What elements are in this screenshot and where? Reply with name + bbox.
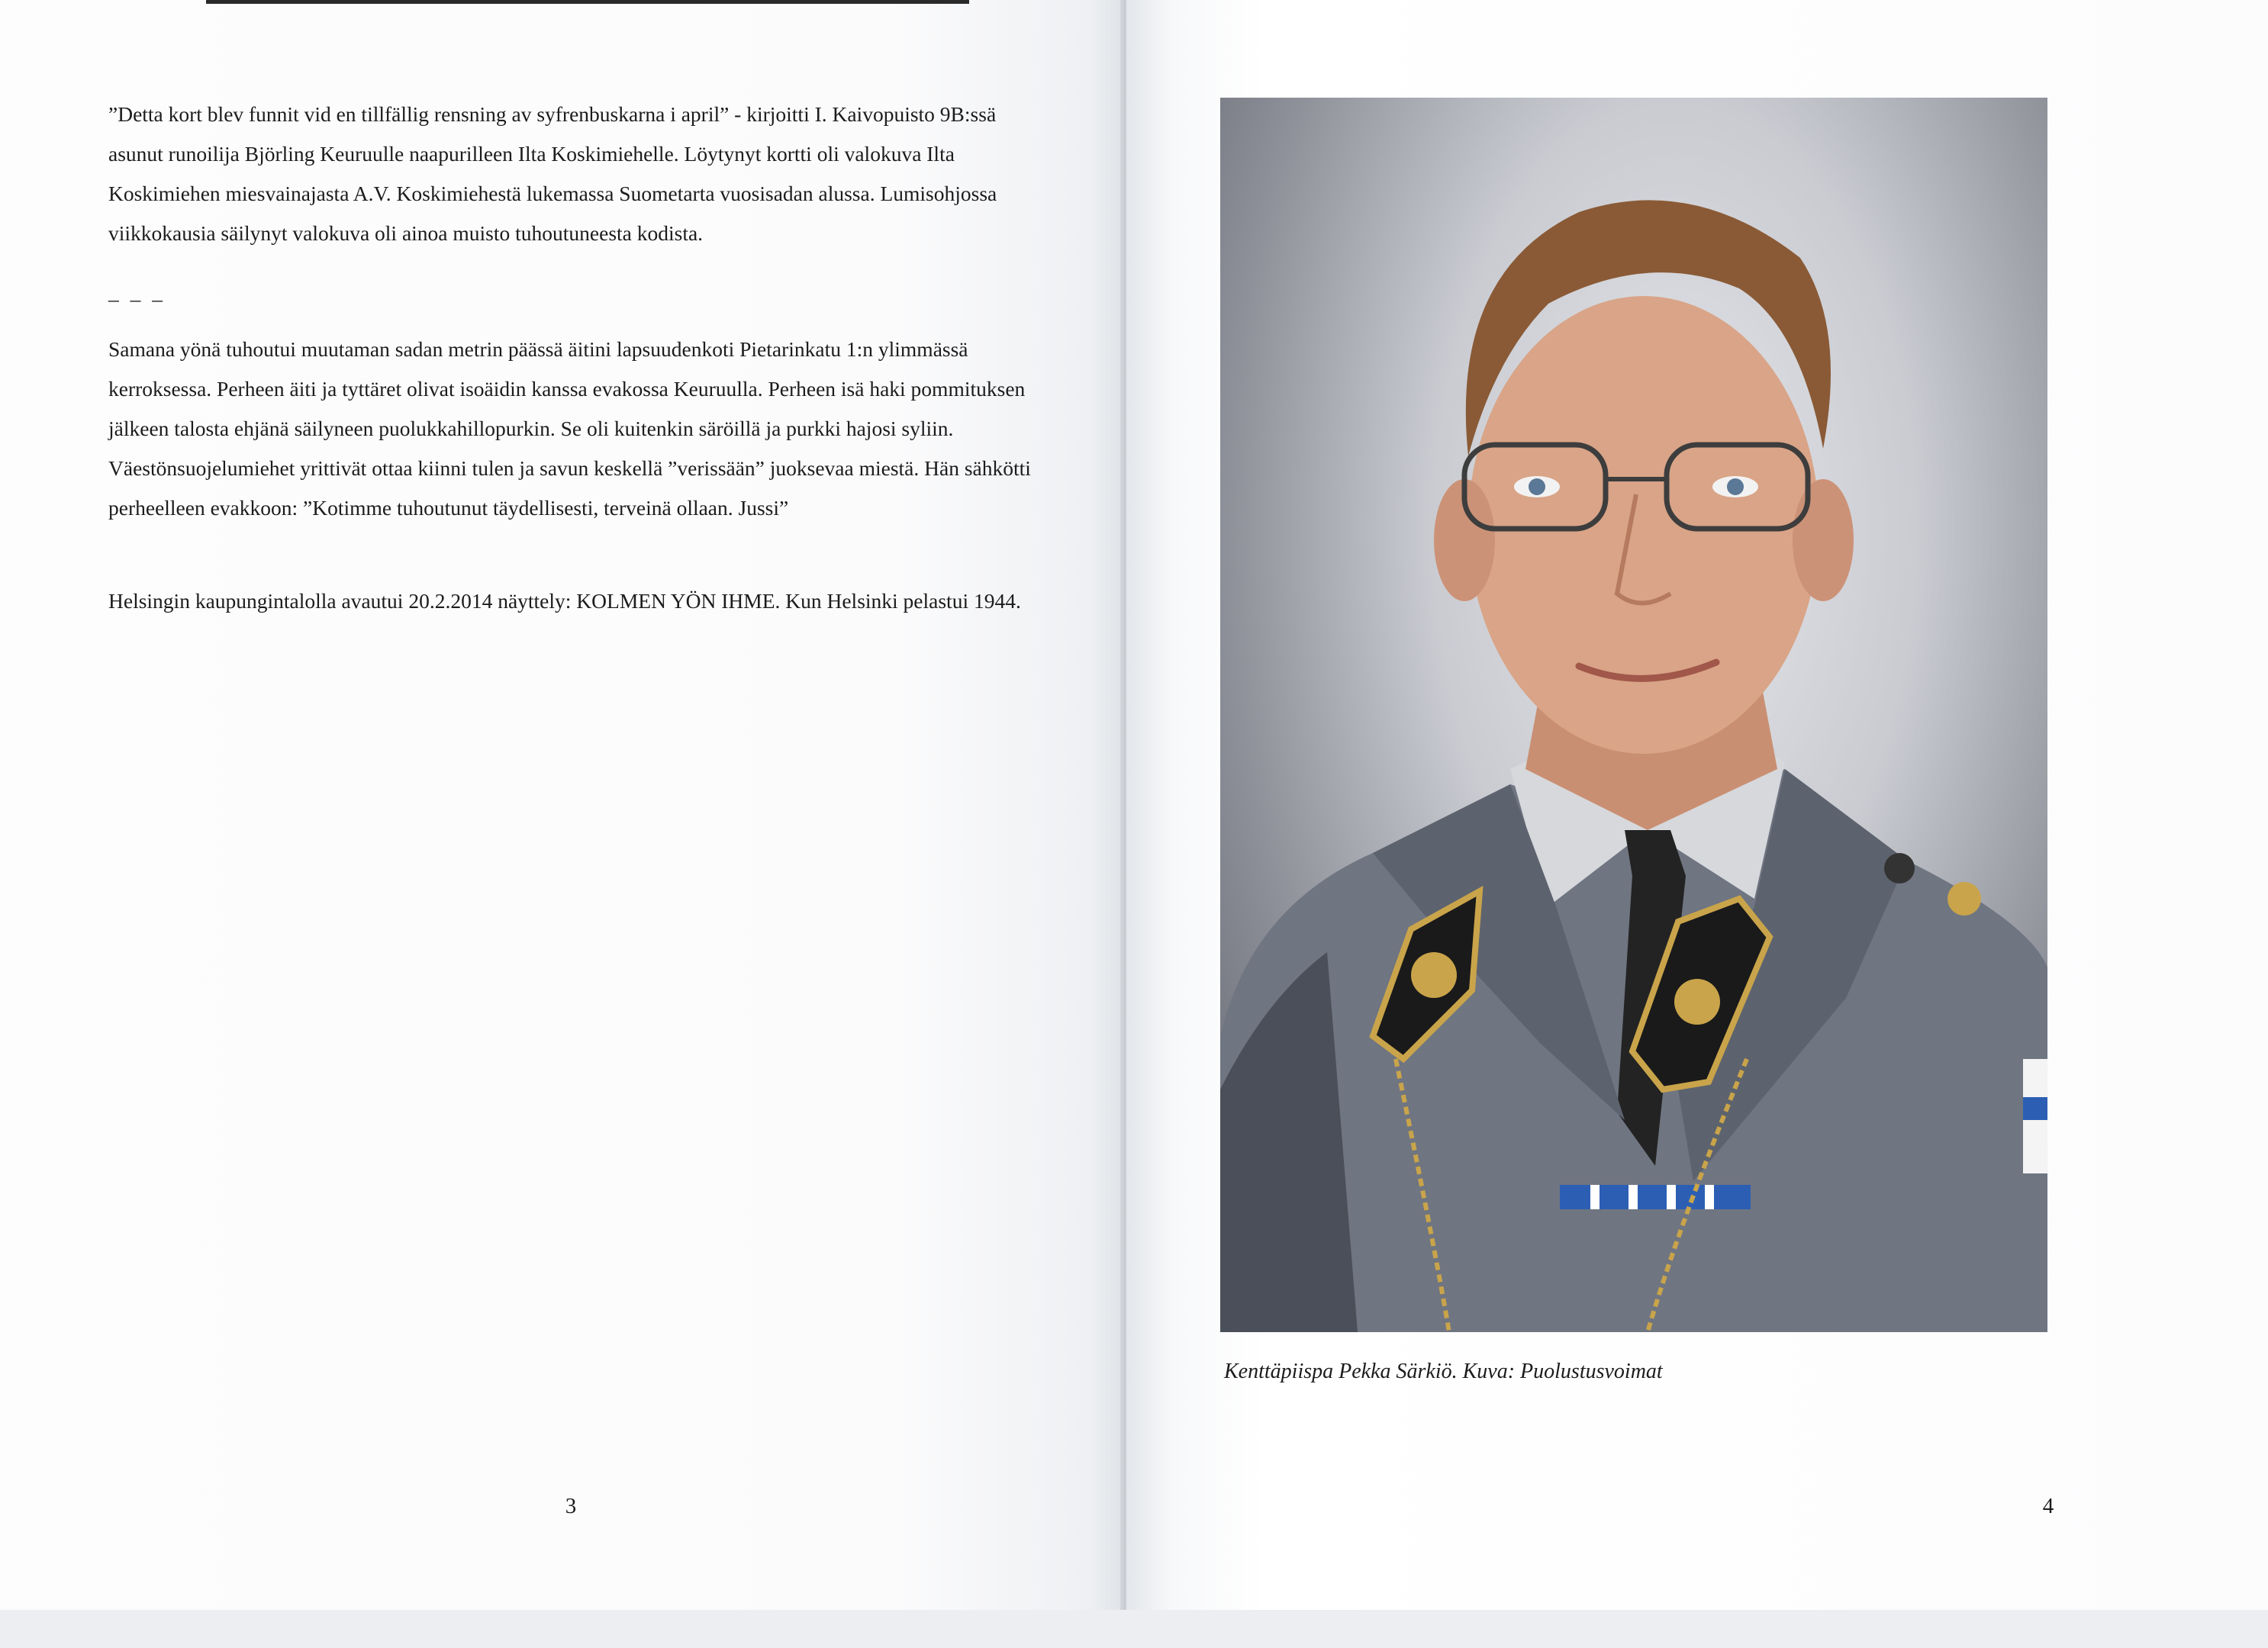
paragraph-3-text: Helsingin kaupungintalolla avautui 20.2.2014 näyttely: KOLMEN YÖN IHME. Kun Helsinki pelastui 1944. (108, 589, 1021, 613)
face (1468, 296, 1819, 754)
left-iris (1529, 478, 1545, 495)
shoulder-button (1884, 853, 1915, 884)
portrait-photo (1220, 98, 2047, 1332)
paragraph-1 (108, 95, 1047, 253)
ribbon-stripe (1705, 1185, 1714, 1209)
shoulder-star (1947, 882, 1981, 916)
paragraph-3 (108, 581, 1047, 621)
photo-caption: Kenttäpiispa Pekka Särkiö. Kuva: Puolustusvoimat (1224, 1360, 1663, 1383)
left-page (0, 0, 1123, 1610)
left-collar-emblem (1411, 952, 1457, 998)
paragraph-1-text: ”Detta kort blev funnit vid en tillfällig rensning av syfrenbuskarna i april” - kirjoitti I. Kaivopuisto 9B:ssä asunut runoilija Björling Keuruulle naapurilleen Ilta Koskimiehelle. Löytynyt kortti oli valokuva Ilta Koskimiehen miesvainajasta A.V. Koskimiehestä lukemassa Suometarta vuosisadan alussa. Lumisohjossa viikkokausia säilynyt valokuva oli ainoa muisto tuhoutuneesta kodista. (108, 102, 997, 245)
right-ear (1793, 479, 1854, 601)
paragraph-2-text: Samana yönä tuhoutui muutaman sadan metrin päässä äitini lapsuudenkoti Pietarinkatu 1:n ylimmässä kerroksessa. Perheen äiti ja tyttäret olivat isoäidin kanssa evakossa Keuruulla. Perheen isä haki pommituksen jälkeen talosta ehjänä säilyneen puolukkahillopurkin. Se oli kuitenkin säröillä ja purkki hajosi syliin. Väestönsuojelumiehet yrittivät ottaa kiinni tulen ja savun keskellä ”verissään” juoksevaa miestä. Hän sähkötti perheelleen evakkoon: ”Kotimme tuhoutunut täydellisesti, terveinä ollaan. Jussi” (108, 337, 1031, 520)
flag-cross (2023, 1097, 2047, 1120)
ribbon-stripe (1629, 1185, 1638, 1209)
right-collar-emblem (1674, 979, 1720, 1025)
right-iris (1727, 478, 1744, 495)
scan-bottom-edge (0, 1610, 2268, 1648)
page-number-left: 3 (565, 1494, 577, 1518)
page-number-right: 4 (2042, 1494, 2054, 1518)
section-separator: – – – (108, 287, 166, 311)
ribbon-bar (1560, 1185, 1751, 1209)
ribbon-stripe (1590, 1185, 1600, 1209)
paragraph-2 (108, 330, 1047, 528)
portrait-illustration (1220, 98, 2047, 1332)
page-top-edge (206, 0, 969, 4)
ribbon-stripe (1667, 1185, 1676, 1209)
